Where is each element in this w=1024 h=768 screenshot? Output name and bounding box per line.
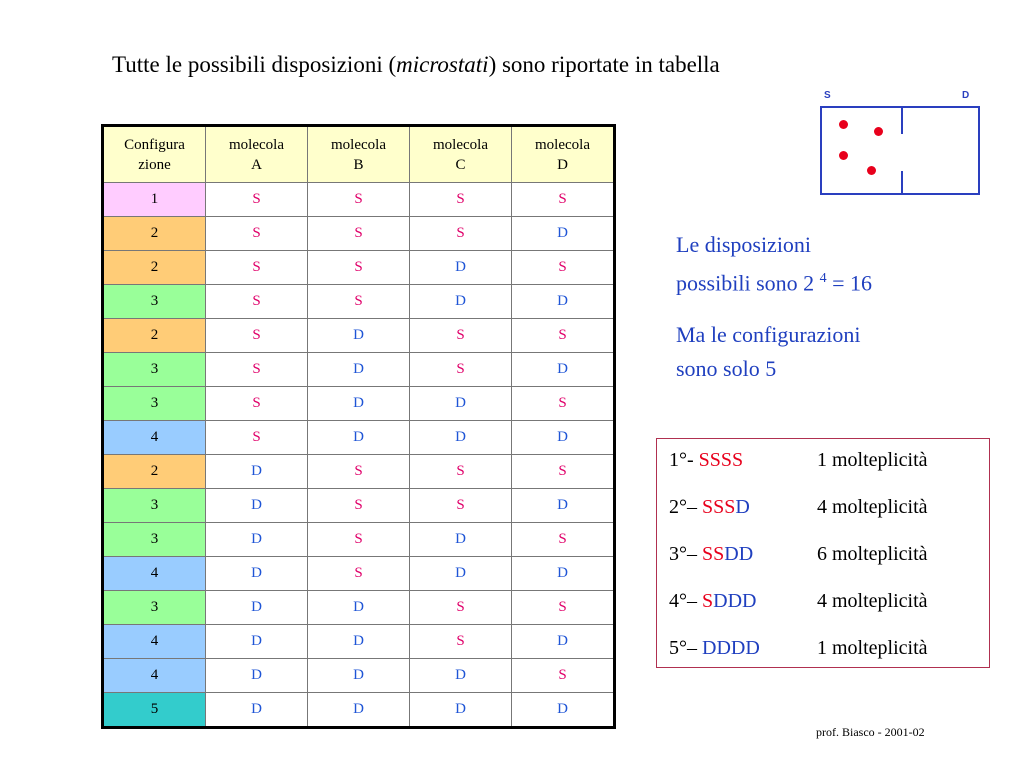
- config-cell: 3: [103, 523, 206, 557]
- table-row: [103, 421, 615, 455]
- config-cell: 3: [103, 353, 206, 387]
- config-cell: 4: [103, 421, 206, 455]
- position-cell: S: [410, 183, 512, 217]
- table-row: [103, 183, 615, 217]
- position-cell: D: [410, 421, 512, 455]
- position-cell: D: [410, 557, 512, 591]
- position-cell: S: [206, 251, 308, 285]
- position-cell: D: [512, 285, 615, 319]
- position-cell: D: [206, 557, 308, 591]
- table-row: [103, 387, 615, 421]
- position-cell: D: [410, 523, 512, 557]
- position-cell: S: [308, 455, 410, 489]
- position-cell: D: [308, 693, 410, 728]
- two-compartment-diagram: [820, 106, 980, 195]
- table-row: [103, 353, 615, 387]
- table-row: [103, 659, 615, 693]
- configurations-note: Ma le configurazioni sono solo 5: [676, 322, 861, 381]
- multiplicity-box: [656, 438, 990, 668]
- title-italic-term: microstati: [396, 52, 489, 77]
- position-cell: D: [512, 489, 615, 523]
- position-cell: S: [512, 387, 615, 421]
- molecule-dot: [839, 151, 848, 160]
- position-cell: S: [512, 591, 615, 625]
- partition-wall-top: [901, 108, 903, 134]
- table-header-row: [103, 126, 615, 183]
- config-cell: 1: [103, 183, 206, 217]
- position-cell: S: [308, 251, 410, 285]
- position-cell: S: [206, 319, 308, 353]
- position-cell: D: [512, 625, 615, 659]
- multiplicity-row: 5°– DDDD 1 molteplicità: [669, 637, 928, 659]
- multiplicity-row: 3°– SSDD 6 molteplicità: [669, 543, 928, 565]
- position-cell: S: [512, 659, 615, 693]
- position-cell: D: [206, 523, 308, 557]
- position-cell: S: [410, 625, 512, 659]
- config-cell: 2: [103, 455, 206, 489]
- position-cell: S: [206, 217, 308, 251]
- position-cell: D: [410, 251, 512, 285]
- microstates-table: [101, 124, 616, 729]
- header-molecola: molecola C: [410, 126, 512, 183]
- position-cell: S: [308, 217, 410, 251]
- position-cell: S: [308, 489, 410, 523]
- table-row: [103, 557, 615, 591]
- position-cell: D: [410, 285, 512, 319]
- diagram-left-label: S: [824, 90, 831, 101]
- header-molecola: molecola B: [308, 126, 410, 183]
- config-cell: 2: [103, 217, 206, 251]
- multiplicity-count: 4 molteplicità: [817, 496, 928, 518]
- position-cell: D: [308, 591, 410, 625]
- position-cell: D: [308, 625, 410, 659]
- position-cell: S: [512, 455, 615, 489]
- position-cell: D: [308, 387, 410, 421]
- header-configurazione: Configura zione: [103, 126, 206, 183]
- multiplicity-row: 2°– SSSD 4 molteplicità: [669, 496, 928, 518]
- position-cell: S: [410, 217, 512, 251]
- header-molecola: molecola A: [206, 126, 308, 183]
- position-cell: S: [410, 591, 512, 625]
- footer-credit: prof. Biasco - 2001-02: [816, 725, 925, 739]
- config-cell: 3: [103, 591, 206, 625]
- multiplicity-count: 1 molteplicità: [817, 637, 928, 659]
- config-cell: 4: [103, 557, 206, 591]
- position-cell: S: [410, 489, 512, 523]
- position-cell: D: [206, 659, 308, 693]
- table-body: [103, 183, 615, 728]
- position-cell: S: [206, 387, 308, 421]
- position-cell: D: [308, 421, 410, 455]
- position-cell: D: [206, 625, 308, 659]
- position-cell: D: [206, 489, 308, 523]
- position-cell: S: [410, 353, 512, 387]
- partition-wall-bottom: [901, 171, 903, 193]
- position-cell: S: [206, 183, 308, 217]
- position-cell: D: [308, 353, 410, 387]
- molecule-dot: [839, 120, 848, 129]
- position-cell: D: [308, 319, 410, 353]
- table-row: [103, 523, 615, 557]
- position-cell: S: [410, 319, 512, 353]
- multiplicity-count: 6 molteplicità: [817, 543, 928, 565]
- position-cell: D: [410, 659, 512, 693]
- position-cell: S: [206, 353, 308, 387]
- config-cell: 2: [103, 251, 206, 285]
- position-cell: S: [308, 523, 410, 557]
- position-cell: D: [206, 455, 308, 489]
- multiplicity-row: 4°– SDDD 4 molteplicità: [669, 590, 928, 612]
- molecule-dot: [874, 127, 883, 136]
- config-cell: 3: [103, 489, 206, 523]
- header-molecola: molecola D: [512, 126, 615, 183]
- position-cell: S: [308, 285, 410, 319]
- position-cell: D: [512, 421, 615, 455]
- table-row: [103, 285, 615, 319]
- position-cell: D: [512, 693, 615, 728]
- position-cell: S: [206, 421, 308, 455]
- slide-title: Tutte le possibili disposizioni (microstati) sono riportate in tabella: [112, 52, 720, 77]
- config-cell: 4: [103, 625, 206, 659]
- table-row: [103, 625, 615, 659]
- position-cell: S: [308, 557, 410, 591]
- table-row: [103, 489, 615, 523]
- position-cell: D: [512, 557, 615, 591]
- table-row: [103, 251, 615, 285]
- diagram-right-label: D: [962, 90, 970, 101]
- multiplicity-count: 4 molteplicità: [817, 590, 928, 612]
- config-cell: 5: [103, 693, 206, 728]
- position-cell: S: [512, 183, 615, 217]
- position-cell: S: [206, 285, 308, 319]
- config-cell: 3: [103, 387, 206, 421]
- position-cell: D: [410, 693, 512, 728]
- config-cell: 3: [103, 285, 206, 319]
- table-row: [103, 319, 615, 353]
- position-cell: D: [206, 693, 308, 728]
- multiplicity-count: 1 molteplicità: [817, 449, 928, 471]
- molecule-dot: [867, 166, 876, 175]
- position-cell: S: [410, 455, 512, 489]
- position-cell: S: [512, 523, 615, 557]
- dispositions-note: Le disposizioni possibili sono 2 $^4$ = 16: [676, 232, 873, 296]
- position-cell: D: [410, 387, 512, 421]
- config-cell: 2: [103, 319, 206, 353]
- position-cell: S: [512, 251, 615, 285]
- position-cell: S: [512, 319, 615, 353]
- position-cell: D: [512, 217, 615, 251]
- position-cell: D: [206, 591, 308, 625]
- table-row: [103, 455, 615, 489]
- position-cell: S: [308, 183, 410, 217]
- multiplicity-row: 1°- SSSS 1 molteplicità: [669, 449, 928, 471]
- table-row: [103, 693, 615, 728]
- config-cell: 4: [103, 659, 206, 693]
- position-cell: D: [512, 353, 615, 387]
- table-row: [103, 217, 615, 251]
- table-row: [103, 591, 615, 625]
- position-cell: D: [308, 659, 410, 693]
